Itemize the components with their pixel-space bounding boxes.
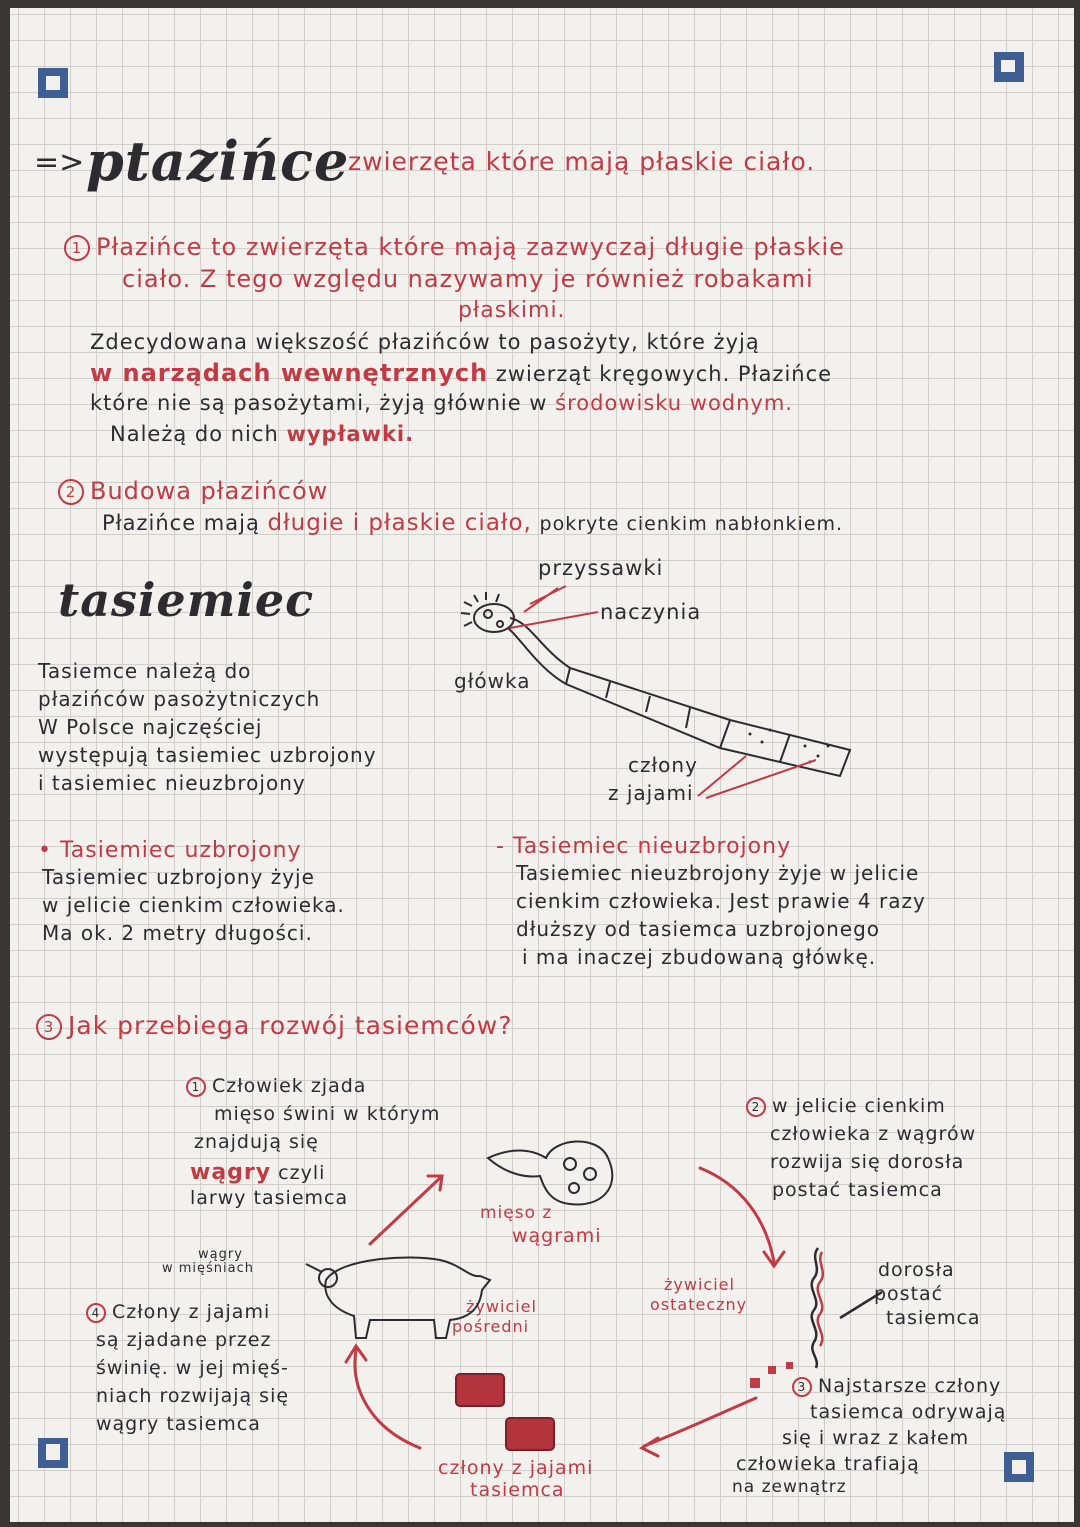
armed-line-1: Tasiemiec uzbrojony żyje xyxy=(42,865,315,889)
cyst-icon xyxy=(564,1158,576,1170)
step1-line-3: znajdują się xyxy=(194,1131,319,1153)
step-number-icon: 2 xyxy=(746,1097,766,1117)
highlight-organs: w narządach wewnętrznych xyxy=(90,359,489,387)
segment-blocks xyxy=(456,1362,793,1450)
notebook-page xyxy=(10,8,1074,1522)
section-number-icon: 2 xyxy=(58,479,84,505)
pig-icon xyxy=(325,1257,490,1338)
ham-icon xyxy=(488,1141,612,1204)
unarmed-line-3: dłuższy od tasiemca uzbrojonego xyxy=(516,917,881,941)
step2-line-4: postać tasiemca xyxy=(772,1179,943,1201)
segment-dividers xyxy=(566,668,790,762)
segments-label-1: człony z jajami xyxy=(438,1457,594,1479)
tapeworm-intro-2: płazińców pasożytniczych xyxy=(38,687,321,711)
section1-para2-rest: zwierząt kręgowych. Płazińce xyxy=(495,362,833,386)
adult-label-2: postać xyxy=(874,1283,944,1305)
step4-line-5: wągry tasiemca xyxy=(96,1413,261,1435)
segment-dot-icon xyxy=(786,1362,793,1369)
highlight-water: środowisku wodnym. xyxy=(555,391,793,415)
armed-line-3: Ma ok. 2 metry długości. xyxy=(42,921,313,945)
step3-line-5: na zewnątrz xyxy=(732,1477,847,1497)
arrow-human-to-segments xyxy=(644,1398,756,1446)
section1-line2: ciało. Z tego względu nazywamy je również robakami xyxy=(122,265,814,293)
step3-line-4: człowieka trafiają xyxy=(736,1453,920,1475)
label-suckers: przyssawki xyxy=(538,556,664,580)
step-number-icon: 4 xyxy=(86,1303,106,1323)
arrowhead-icon xyxy=(642,1438,658,1456)
adult-tapeworm-outline xyxy=(812,1248,818,1368)
tapeworm-intro-1: Tasiemce należą do xyxy=(38,659,252,683)
adult-tapeworm-fill xyxy=(818,1252,823,1346)
pointer-adult xyxy=(840,1292,882,1318)
step3-text-1: Najstarsze człony xyxy=(818,1375,1002,1397)
highlight-cysticerci: wągry xyxy=(190,1160,272,1185)
step1-text-1: Człowiek zjada xyxy=(212,1075,367,1097)
step-number-icon: 3 xyxy=(792,1377,812,1397)
section-number-icon: 1 xyxy=(64,235,90,261)
adult-label-1: dorosła xyxy=(878,1259,955,1281)
label-segments-2: z jajami xyxy=(608,781,694,805)
drawings-layer xyxy=(10,8,1074,1522)
step4-line-4: niach rozwijają się xyxy=(96,1385,290,1407)
adult-tapeworm-drawing xyxy=(812,1248,882,1368)
meat-label-2: wągrami xyxy=(512,1225,602,1247)
unarmed-line-1: Tasiemiec nieuzbrojony żyje w jelicie xyxy=(516,861,920,885)
unarmed-line-2: cienkim człowieka. Jest prawie 4 razy xyxy=(516,889,926,913)
highlight-body: długie i płaskie ciało, xyxy=(267,510,532,536)
pointer-vessels xyxy=(510,612,598,628)
step4-line-3: świnię. w jej mięś- xyxy=(96,1357,289,1379)
unarmed-title: - Tasiemiec nieuzbrojony xyxy=(496,834,792,859)
header-arrow: => xyxy=(34,145,85,180)
pointer-suckers xyxy=(524,586,566,612)
step2-line-3: rozwija się dorosła xyxy=(770,1151,965,1173)
intermediate-host-2: pośredni xyxy=(452,1317,530,1336)
armed-title: • Tasiemiec uzbrojony xyxy=(38,838,302,863)
tapeworm-body xyxy=(508,618,850,776)
sucker-icon xyxy=(484,610,492,618)
section2-line-end: pokryte cienkim nabłonkiem. xyxy=(539,513,844,535)
pig-label-2: w mięśniach xyxy=(162,1261,255,1276)
unarmed-line-4: i ma inaczej zbudowaną główkę. xyxy=(522,945,877,969)
section2-title-text: Budowa płazińców xyxy=(90,477,329,505)
step2-text-1: w jelicie cienkim xyxy=(772,1095,946,1117)
tapeworm-head-icon xyxy=(474,604,514,632)
pointer-segments xyxy=(698,756,816,798)
cycle-arrows xyxy=(346,1168,784,1456)
step1-line-5: larwy tasiemca xyxy=(190,1187,349,1209)
section1-para4-start: Należą do nich xyxy=(110,422,279,446)
segment-block-icon xyxy=(456,1374,504,1406)
segments-label-2: tasiemca xyxy=(470,1479,565,1501)
arrow-segments-to-pig xyxy=(355,1350,420,1448)
page-subtitle: zwierzęta które mają płaskie ciało. xyxy=(348,147,816,176)
label-head: główka xyxy=(454,669,531,693)
arrow-meat-to-human xyxy=(700,1168,774,1262)
section1-para3-start: które nie są pasożytami, żyją głównie w xyxy=(90,391,548,415)
section3-title-text: Jak przebiega rozwój tasiemców? xyxy=(68,1011,513,1040)
step4-line-2: są zjadane przez xyxy=(96,1329,272,1351)
intermediate-host-1: żywiciel xyxy=(466,1297,537,1316)
segment-block-icon xyxy=(506,1418,554,1450)
cyst-icon xyxy=(584,1168,596,1180)
page-title: ptazińce xyxy=(86,129,350,193)
step1-line-2: mięso świni w którym xyxy=(214,1103,441,1125)
tapeworm-intro-4: występują tasiemiec uzbrojony xyxy=(38,743,377,767)
tapeworm-drawing xyxy=(461,592,850,776)
pig-label-1: wągry xyxy=(198,1247,243,1262)
step1-text-4: czyli xyxy=(278,1162,326,1184)
tapeworm-intro-5: i tasiemiec nieuzbrojony xyxy=(38,771,306,795)
pig-drawing xyxy=(306,1257,490,1338)
tapeworm-pointers xyxy=(510,586,816,798)
step3-line-3: się i wraz z kałem xyxy=(782,1427,970,1449)
step-number-icon: 1 xyxy=(186,1077,206,1097)
adult-label-3: tasiemca xyxy=(886,1307,981,1329)
tapeworm-title: tasiemiec xyxy=(58,573,315,627)
meat-label-1: mięso z xyxy=(480,1203,553,1223)
section1-line3: płaskimi. xyxy=(458,298,566,323)
step2-line-2: człowieka z wągrów xyxy=(770,1123,977,1145)
tapeworm-intro-3: W Polsce najczęściej xyxy=(38,715,263,739)
section-number-icon: 3 xyxy=(36,1014,62,1040)
label-segments-1: człony xyxy=(628,753,698,777)
arrow-pig-to-meat xyxy=(370,1178,440,1244)
armed-line-2: w jelicie cienkim człowieka. xyxy=(42,893,345,917)
section1-para1: Zdecydowana większość płazińców to pasożyty, które żyją xyxy=(90,330,760,354)
pointer-pig xyxy=(306,1264,322,1272)
section1-text: Płazińce to zwierzęta które mają zazwyczaj długie płaskie xyxy=(96,233,845,261)
cyst-icon xyxy=(569,1183,579,1193)
step3-line-2: tasiemca odrywają xyxy=(810,1401,1007,1423)
highlight-planarians: wypławki. xyxy=(286,422,415,446)
segment-dot-icon xyxy=(768,1366,776,1374)
section2-line-start: Płazińce mają xyxy=(102,511,260,535)
step4-text-1: Człony z jajami xyxy=(112,1301,271,1323)
sucker-icon xyxy=(497,621,503,627)
final-host-2: ostateczny xyxy=(650,1295,748,1314)
final-host-1: żywiciel xyxy=(664,1275,735,1294)
label-vessels: naczynia xyxy=(600,600,702,624)
segment-dot-icon xyxy=(750,1378,760,1388)
meat-drawing xyxy=(488,1141,612,1204)
